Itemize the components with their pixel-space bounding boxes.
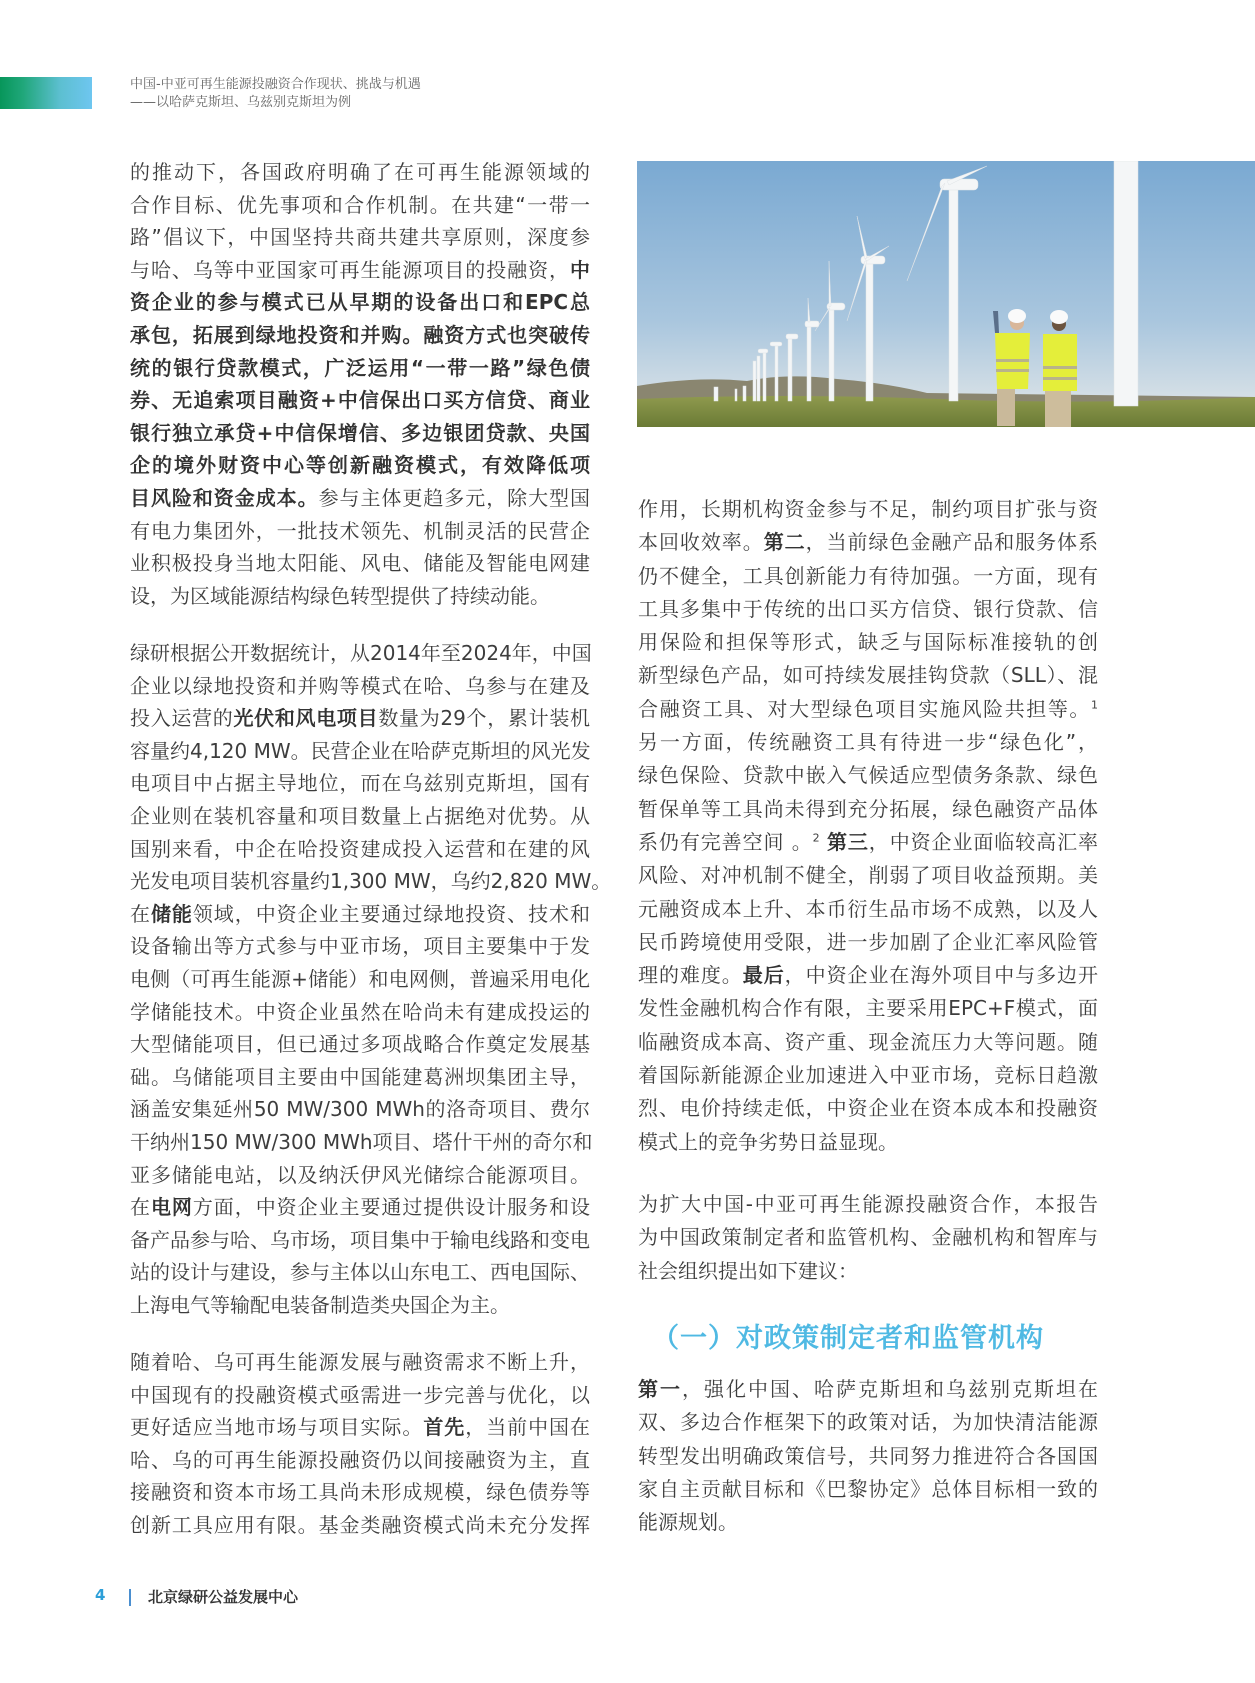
text-line (638, 1126, 1098, 1159)
bold-text: 储能 (150, 901, 193, 926)
bold-text: 最后 (742, 963, 785, 988)
bold-text: 光伏和风电项目 (233, 706, 379, 731)
text-line (638, 1406, 1098, 1439)
text-run: 上海电气等输配电装备制造类央国企为主。 (130, 1292, 510, 1317)
text-run: 暂保单等工具尚未得到充分拓展，绿色融资产品体 (638, 796, 1098, 821)
bold-text: 企的境外财资中心等创新融资模式，有效降低项 (130, 453, 590, 478)
text-run: ，中资企业在海外项目中与多边开 (784, 963, 1099, 988)
text-run: 绿色保险、贷款中嵌入气候适应型债务条款、绿色 (638, 763, 1098, 788)
text-line (130, 482, 590, 515)
text-line (130, 1476, 590, 1509)
bold-text: 首先 (423, 1415, 466, 1440)
text-line (638, 1092, 1098, 1125)
text-run: ，中资企业面临较高汇率 (868, 829, 1098, 854)
text-run: 参与主体更趋多元，除大型国 (318, 485, 591, 510)
text-line (130, 1444, 590, 1477)
text-run: 业积极投身当地太阳能、风电、储能及智能电网建 (130, 551, 590, 576)
text-run: 随着哈、乌可再生能源发展与融资需求不断上升， (130, 1350, 590, 1374)
text-run: 用保险和担保等形式，缺乏与国际标准接轨的创 (638, 630, 1098, 655)
text-run: 家自主贡献目标和《巴黎协定》总体目标相一致的 (638, 1476, 1098, 1501)
text-line (638, 1506, 1098, 1539)
text-line (638, 1440, 1098, 1473)
text-run: 与哈、乌等中亚国家可再生能源项目的投融资， (130, 257, 570, 282)
header-gradient-bar (0, 77, 92, 109)
text-run: 理的难度。 (638, 963, 743, 988)
text-line (130, 1093, 590, 1126)
bold-text: 统的银行贷款模式，广泛运用“一带一路”绿色债 (130, 355, 590, 380)
text-line (130, 963, 590, 996)
text-run: 转型发出明确政策信号，共同努力推进符合各国国 (638, 1443, 1098, 1468)
text-run: 合作目标、优先事项和合作机制。在共建“一带一 (130, 192, 590, 217)
text-run: 为扩大中国-中亚可再生能源投融资合作，本报告 (638, 1192, 1098, 1216)
text-run: 企业以绿地投资和并购等模式在哈、乌参与在建及 (130, 673, 590, 698)
bold-text: 第一 (638, 1377, 682, 1401)
page-number: 4 (95, 1586, 106, 1604)
bold-text: 银行独立承贷+中信保增信、多边银团贷款、央国 (130, 420, 590, 445)
bold-text: 目风险和资金成本。 (130, 485, 319, 510)
text-line (638, 992, 1098, 1025)
text-line (638, 659, 1098, 692)
text-run: 学储能技术。中资企业虽然在哈尚未有建成投运的 (130, 999, 590, 1024)
text-run: 企业则在装机容量和项目数量上占据绝对优势。从 (130, 803, 590, 828)
text-line (130, 515, 590, 548)
bold-text: 中 (570, 257, 590, 282)
text-run: 备产品参与哈、乌市场，项目集中于输电线路和变电 (130, 1227, 590, 1252)
text-line (130, 1126, 593, 1159)
text-line (638, 560, 1098, 593)
text-run: 元融资成本上升、本币衍生品市场不成熟，以及人 (638, 896, 1098, 921)
text-line (130, 637, 590, 670)
text-run: 新型绿色产品，如可持续发展挂钩贷款（SLL）、混 (638, 663, 1098, 688)
text-line (130, 670, 590, 703)
text-run: 路”倡议下，中国坚持共商共建共享原则，深度参 (130, 225, 590, 250)
text-line (130, 1028, 590, 1061)
text-line (130, 417, 590, 450)
text-run: 的推动下，各国政府明确了在可再生能源领域的 (130, 160, 590, 184)
footer-divider (129, 1589, 131, 1606)
text-line (130, 898, 590, 931)
text-line (638, 859, 1098, 892)
text-line (638, 793, 1098, 826)
text-run: 数量为29个，累计装机 (378, 706, 591, 731)
text-line (130, 449, 590, 482)
text-line (130, 702, 590, 735)
text-run: 仍不健全，工具创新能力有待加强。一方面，现有 (638, 563, 1098, 588)
text-run: 电项目中占据主导地位，而在乌兹别克斯坦，国有 (130, 771, 590, 796)
text-line (130, 319, 590, 352)
text-line (130, 580, 590, 613)
text-line (638, 926, 1098, 959)
text-line (638, 1373, 1098, 1406)
text-run: 亚多储能电站，以及纳沃伊风光储综合能源项目。 (130, 1162, 590, 1187)
text-run: 中国现有的投融资模式亟需进一步完善与优化，以 (130, 1382, 590, 1407)
text-run: 接融资和资本市场工具尚未形成规模，绿色债券等 (130, 1480, 590, 1505)
text-run: ，当前中国在 (465, 1415, 591, 1440)
text-run: 投入运营的 (130, 706, 234, 731)
text-run: 容量约4,120 MW。民营企业在哈萨克斯坦的风光发 (130, 738, 591, 763)
text-run: 另一方面，传统融资工具有待进一步“绿色化”， (638, 730, 1098, 755)
text-run: 能源规划。 (638, 1510, 738, 1535)
text-line (130, 1256, 590, 1289)
left-paragraph-1 (130, 156, 590, 612)
text-run: 风险、对冲机制不健全，削弱了项目收益预期。美 (638, 863, 1098, 888)
text-run: 涵盖安集延州50 MW/300 MWh的洛奇项目、费尔 (130, 1097, 590, 1122)
left-paragraph-2 (130, 637, 612, 1321)
text-run: 民币跨境使用受限，进一步加剧了企业汇率风险管 (638, 929, 1098, 954)
text-run: 大型储能项目，但已通过多项战略合作奠定发展基 (130, 1032, 590, 1057)
text-run: 光发电项目装机容量约1,300 MW，乌约2,820 MW。 (130, 869, 612, 894)
text-run: 站的设计与建设，参与主体以山东电工、西电国际、 (130, 1260, 590, 1285)
text-line (130, 156, 590, 189)
text-line (130, 286, 590, 319)
text-line (638, 626, 1098, 659)
text-run: 绿研根据公开数据统计，从2014年至2024年，中国 (130, 641, 592, 665)
running-header (130, 76, 421, 112)
text-line (638, 1255, 1098, 1288)
text-line (130, 996, 590, 1029)
text-line (638, 526, 1098, 559)
bold-text: 券、无追索项目融资+中信保出口买方信贷、商业 (130, 388, 590, 413)
text-line (130, 767, 590, 800)
text-line (638, 726, 1098, 759)
text-line (130, 865, 612, 898)
text-line (130, 1289, 590, 1322)
footnote-ref[interactable]: 2 (812, 831, 820, 845)
text-run: 有电力集团外，一批技术领先、机制灵活的民营企 (130, 518, 590, 543)
text-line (638, 1188, 1098, 1221)
text-line (638, 593, 1098, 626)
text-line (130, 384, 590, 417)
text-run: 系仍有完善空间 。 (638, 829, 813, 854)
text-run: 国别来看，中企在哈投资建成投入运营和在建的风 (130, 836, 590, 861)
text-line (130, 930, 590, 963)
text-run: 模式上的竞争劣势日益显现。 (638, 1129, 898, 1154)
text-run: 领域，中资企业主要通过绿地投资、技术和 (192, 901, 591, 926)
text-run: 哈、乌的可再生能源投融资仍以间接融资为主，直 (130, 1447, 590, 1472)
text-run: 发性金融机构合作有限，主要采用EPC+F模式，面 (638, 996, 1098, 1021)
text-run: ，强化中国、哈萨克斯坦和乌兹别克斯坦在 (682, 1377, 1098, 1401)
text-run: 设，为区域能源结构绿色转型提供了持续动能。 (130, 583, 550, 608)
text-run: 临融资成本高、资产重、现金流压力大等问题。随 (638, 1029, 1098, 1054)
text-line (638, 959, 1098, 992)
bold-text: 资企业的参与模式已从早期的设备出口和EPC总 (130, 290, 590, 315)
text-line (130, 1411, 590, 1444)
running-header-title: 中国-中亚可再生能源投融资合作现状、挑战与机遇 (130, 77, 421, 92)
text-run: 为中国政策制定者和监管机构、金融机构和智库与 (638, 1225, 1098, 1250)
text-run: 着国际新能源企业加速进入中亚市场，竞标日趋激 (638, 1063, 1098, 1088)
text-run: 设备输出等方式参与中亚市场，项目主要集中于发 (130, 934, 590, 959)
right-paragraph-1 (638, 493, 1098, 1159)
text-run: 烈、电价持续走低，中资企业在资本成本和投融资 (638, 1096, 1098, 1121)
text-run: 电侧（可再生能源+储能）和电网侧，普遍采用电化 (130, 966, 590, 991)
bold-text: 第二 (763, 530, 806, 555)
text-line (130, 547, 590, 580)
text-run: ，当前绿色金融产品和服务体系 (805, 530, 1099, 555)
right-paragraph-3 (638, 1373, 1098, 1539)
text-line (638, 693, 1098, 726)
text-run: 础。乌储能项目主要由中国能建葛洲坝集团主导， (130, 1064, 590, 1089)
text-run: 工具多集中于传统的出口买方信贷、银行贷款、信 (638, 596, 1098, 621)
text-line (130, 1224, 590, 1257)
section-heading: （一）对政策制定者和监管机构 (652, 1323, 1044, 1354)
text-line (130, 1509, 590, 1542)
text-run: 作用，长期机构资金参与不足，制约项目扩张与资 (638, 497, 1098, 521)
bold-text: 电网 (150, 1195, 193, 1220)
left-paragraph-3 (130, 1346, 590, 1542)
text-line (130, 1061, 590, 1094)
text-line (130, 1346, 590, 1379)
text-run (820, 830, 827, 854)
text-line (638, 893, 1098, 926)
text-line (638, 1059, 1098, 1092)
text-run: 干纳州150 MW/300 MWh项目、塔什干州的奇尔和 (130, 1129, 593, 1154)
bold-text: 第三 (826, 829, 869, 854)
text-line (130, 1379, 590, 1412)
text-line (130, 800, 590, 833)
text-run: 在 (130, 901, 151, 926)
text-line (638, 826, 1098, 859)
text-run: 方面，中资企业主要通过提供设计服务和设 (192, 1195, 591, 1220)
text-line (638, 493, 1098, 526)
text-line (130, 189, 590, 222)
text-line (130, 254, 590, 287)
text-run: 社会组织提出如下建议： (638, 1258, 858, 1283)
text-line (638, 1221, 1098, 1254)
text-run: 更好适应当地市场与项目实际。 (130, 1415, 424, 1440)
text-line (130, 1159, 590, 1192)
text-run: 双、多边合作框架下的政策对话，为加快清洁能源 (638, 1410, 1098, 1435)
text-line (638, 1026, 1098, 1059)
text-line (130, 1191, 590, 1224)
text-line (638, 1473, 1098, 1506)
text-run: 本回收效率。 (638, 530, 764, 555)
running-header-subtitle: ——以哈萨克斯坦、乌兹别克斯坦为例 (130, 95, 352, 110)
text-line (638, 759, 1098, 792)
text-run: 在 (130, 1195, 151, 1220)
footer-organization: 北京绿研公益发展中心 (148, 1588, 299, 1606)
text-line (130, 833, 590, 866)
right-paragraph-2 (638, 1188, 1098, 1288)
text-line (130, 352, 590, 385)
text-line (130, 221, 590, 254)
footnote-ref[interactable]: 1 (1091, 698, 1098, 712)
text-line (130, 735, 590, 768)
wind-farm-photo (637, 161, 1255, 427)
text-run: 合融资工具、对大型绿色项目实施风险共担等。 (638, 696, 1091, 721)
text-run: 创新工具应用有限。基金类融资模式尚未充分发挥 (130, 1512, 590, 1537)
bold-text: 承包，拓展到绿地投资和并购。融资方式也突破传 (130, 322, 590, 347)
